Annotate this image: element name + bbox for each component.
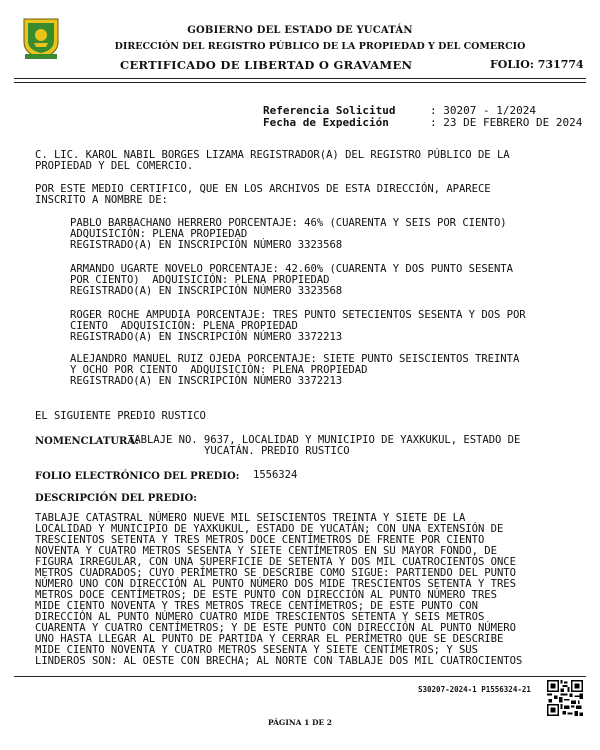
document-title: CERTIFICADO DE LIBERTAD O GRAVAMEN — [120, 58, 413, 72]
descripcion-line: MIDE CIENTO NOVENTA Y TRES METROS TRECE CENTÍMETROS; DE ESTE PUNTO CON — [35, 600, 478, 612]
owner-2-line-2: POR CIENTO) ADQUISICIÓN: PLENA PROPIEDAD — [70, 274, 330, 286]
owner-4-line-2: Y OCHO POR CIENTO ADQUISICIÓN: PLENA PROPIEDAD — [70, 364, 368, 376]
descripcion-line: LINDEROS SON: AL OESTE CON BRECHA; AL NORTE CON TABLAJE DOS MIL CUATROCIENTOS — [35, 655, 523, 667]
descripcion-line: NÚMERO UNO CON DIRECCIÓN AL PUNTO NÚMERO DOS MIDE TRESCIENTOS SETENTA Y TRES — [35, 578, 516, 590]
descripcion-line: FIGURA IRREGULAR, CON UNA SUPERFICIE DE SETENTA Y DOS MIL CUATROCIENTOS ONCE — [35, 556, 516, 568]
owner-1-line-2: ADQUISICIÓN: PLENA PROPIEDAD — [70, 228, 248, 240]
nomenclatura-line-2: YUCATÁN. PREDIO RUSTICO — [204, 445, 350, 457]
predio-intro: EL SIGUIENTE PREDIO RUSTICO — [35, 410, 206, 422]
descripcion-line: TRESCIENTOS SETENTA Y TRES METROS DOCE CENTÍMETROS DE FRENTE POR CIENTO — [35, 534, 485, 546]
descripcion-line: NOVENTA Y CUATRO METROS SESENTA Y SIETE CENTÍMETROS EN SU MAYOR FONDO, DE — [35, 545, 497, 557]
folio-electronico-label: FOLIO ELECTRÓNICO DEL PREDIO: — [35, 471, 240, 482]
page-number: PÁGINA 1 DE 2 — [268, 718, 332, 727]
owner-3-line-2: CIENTO ADQUISICIÓN: PLENA PROPIEDAD — [70, 320, 298, 332]
document-code: S30207-2024-1 P1556324-21 — [418, 685, 531, 694]
registrar-line-2: PROPIEDAD Y DEL COMERCIO. — [35, 160, 194, 172]
nomenclatura-line-1: TABLAJE NO. 9637, LOCALIDAD Y MUNICIPIO DE YAXKUKUL, ESTADO DE — [128, 434, 521, 446]
owner-3-line-3: REGISTRADO(A) EN INSCRIPCIÓN NÚMERO 3372213 — [70, 331, 343, 343]
issued-value: : 23 DE FEBRERO DE 2024 — [430, 116, 583, 129]
folio-electronico-value: 1556324 — [253, 469, 298, 481]
office-heading: DIRECCIÓN DEL REGISTRO PÚBLICO DE LA PROPIEDAD Y DEL COMERCIO — [114, 41, 526, 52]
descripcion-line: UNO HASTA LLEGAR AL PUNTO DE PARTIDA Y CERRAR EL PERÍMETRO QUE SE DESCRIBE — [35, 633, 504, 645]
government-heading: GOBIERNO DEL ESTADO DE YUCATÁN — [187, 25, 413, 36]
header-rule — [14, 78, 586, 79]
owner-2-line-3: REGISTRADO(A) EN INSCRIPCIÓN NÚMERO 3323568 — [70, 285, 343, 297]
descripcion-label: DESCRIPCIÓN DEL PREDIO: — [35, 493, 197, 504]
certify-line-1: POR ESTE MEDIO CERTIFICO, QUE EN LOS ARCHIVOS DE ESTA DIRECCIÓN, APARECE — [35, 183, 491, 195]
owner-4-line-1: ALEJANDRO MANUEL RUIZ OJEDA PORCENTAJE: SIETE PUNTO SEISCIENTOS TREINTA — [70, 353, 520, 365]
request-label: Referencia Solicitud — [263, 104, 396, 117]
qr-code-icon — [547, 680, 583, 716]
descripcion-line: TABLAJE CATASTRAL NÚMERO NUEVE MIL SEISCIENTOS TREINTA Y SIETE DE LA — [35, 512, 466, 524]
descripcion-line: METROS CUADRADOS; CUYO PERÍMETRO SE DESCRIBE COMO SIGUE: PARTIENDO DEL PUNTO — [35, 567, 516, 579]
issued-label: Fecha de Expedición — [263, 116, 389, 129]
registrar-line-1: C. LIC. KAROL NABIL BORGES LIZAMA REGISTRADOR(A) DEL REGISTRO PÚBLICO DE LA — [35, 149, 510, 161]
owner-1-line-1: PABLO BARBACHANO HERRERO PORCENTAJE: 46% (CUARENTA Y SEIS POR CIENTO) — [70, 217, 507, 229]
footer-rule — [14, 676, 586, 677]
owner-4-line-3: REGISTRADO(A) EN INSCRIPCIÓN NÚMERO 3372213 — [70, 375, 343, 387]
descripcion-line: DIRECCIÓN AL PUNTO NÚMERO CUATRO MIDE TRESCIENTOS SETENTA Y SEIS METROS — [35, 611, 485, 623]
nomenclatura-label: NOMENCLATURA: — [35, 436, 139, 447]
descripcion-line: LOCALIDAD Y MUNICIPIO DE YAXKUKUL, ESTADO DE YUCATÁN; CON UNA EXTENSIÓN DE — [35, 523, 504, 535]
certify-line-2: INSCRITO A NOMBRE DE: — [35, 194, 168, 206]
folio-number: FOLIO: 731774 — [490, 58, 584, 71]
descripcion-line: METROS DOCE CENTÍMETROS; DE ESTE PUNTO CON DIRECCIÓN AL PUNTO NÚMERO TRES — [35, 589, 497, 601]
owner-1-line-3: REGISTRADO(A) EN INSCRIPCIÓN NÚMERO 3323568 — [70, 239, 343, 251]
descripcion-text — [35, 513, 522, 667]
yucatan-coat-of-arms-icon — [22, 16, 60, 60]
owner-2-line-1: ARMANDO UGARTE NOVELO PORCENTAJE: 42.60% (CUARENTA Y DOS PUNTO SESENTA — [70, 263, 513, 275]
owner-3-line-1: ROGER ROCHE AMPUDIA PORCENTAJE: TRES PUNTO SETECIENTOS SESENTA Y DOS POR — [70, 309, 526, 321]
header-rule-thin — [14, 82, 586, 83]
request-value: : 30207 - 1/2024 — [430, 104, 536, 117]
descripcion-line: MIDE CIENTO NOVENTA Y CUATRO METROS SESENTA Y SIETE CENTÍMETROS; Y SUS — [35, 644, 478, 656]
descripcion-line: CUARENTA Y CUATRO CENTÍMETROS; Y DE ESTE PUNTO CON DIRECCIÓN AL PUNTO NÚMERO — [35, 622, 516, 634]
